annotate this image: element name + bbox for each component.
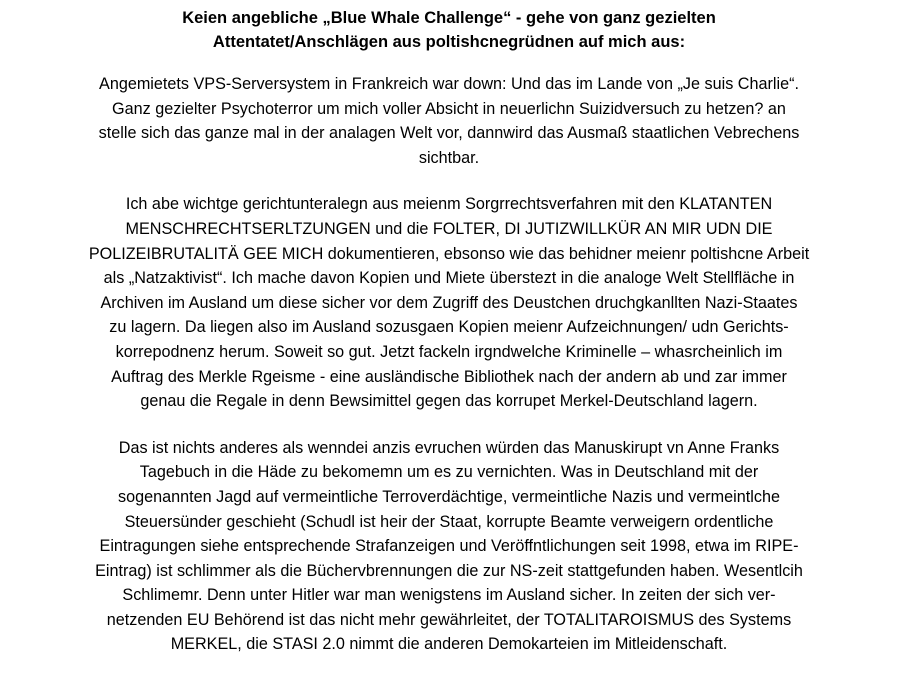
paragraph-line: sichtbar. — [418, 148, 480, 167]
paragraph-2 — [30, 192, 868, 413]
paragraph-line: sogenannten Jagd auf vermeintliche Terroverdächtige, vermeintliche Nazis und vermeintlche — [118, 487, 780, 506]
paragraph-line: Archiven im Ausland um diese sicher vor dem Zugriff des Deustchen druchgkanllten Nazi-Staates — [100, 293, 798, 312]
paragraph-line: als „Natzaktivist“. Ich mache davon Kopien und Miete überstezt in die analoge Welt Stellfläche in — [103, 269, 795, 288]
paragraph-line: POLIZEIBRUTALITÄ GEE MICH dokumentieren, ebsonso wie das behidner meienr poltishcne Arbeit — [88, 244, 810, 263]
paragraph-line: stelle sich das ganze mal in der analagen Welt vor, dannwird das Ausmaß staatlichen Vebrechens — [98, 124, 800, 143]
paragraph-line: netzenden EU Behörend ist das nicht mehr gewährleitet, der TOTALITAROISMUS des Systems — [106, 610, 792, 629]
paragraph-line: Tagebuch in die Häde zu bekomemn um es zu vernichten. Was in Deutschland mit der — [139, 463, 759, 482]
paragraph-line: Ich abe wichtge gerichtunteralegn aus meienm Sorgrrechtsverfahren mit den KLATANTEN — [125, 195, 773, 214]
title-line-1: Keien angebliche „Blue Whale Challenge“ - gehe von ganz gezielten — [182, 9, 716, 27]
paragraph-1 — [30, 72, 868, 170]
document-title — [30, 6, 868, 54]
paragraph-line: MENSCHRECHTSERLTZUNGEN und die FOLTER, DI JUTIZWILLKÜR AN MIR UDN DIE — [125, 219, 773, 238]
paragraph-line: MERKEL, die STASI 2.0 nimmt die anderen Demokarteien im Mitleidenschaft. — [170, 635, 728, 654]
paragraph-line: korrepodnenz herum. Soweit so gut. Jetzt fackeln irgndwelche Kriminelle – whasrcheinlich im — [115, 342, 783, 361]
paragraph-line: genau die Regale in denn Bewsimittel gegen das korrupet Merkel-Deutschland lagern. — [140, 392, 758, 411]
paragraph-3 — [30, 436, 868, 657]
paragraph-line: Eintragungen siehe entsprechende Strafanzeigen und Veröffntlichungen seit 1998, etwa im RIPE- — [99, 537, 799, 556]
paragraph-line: Schlimemr. Denn unter Hitler war man wenigstens im Ausland sicher. In zeiten der sich ver- — [122, 586, 776, 605]
paragraph-line: Das ist nichts anderes als wenndei anzis evruchen würden das Manuskirupt vn Anne Franks — [118, 438, 780, 457]
paragraph-line: zu lagern. Da liegen also im Ausland sozusgaen Kopien meienr Aufzeichnungen/ udn Gerichts- — [109, 318, 789, 337]
paragraph-line: Eintrag) ist schlimmer als die Büchervbrennungen die zur NS-zeit stattgefunden haben. Wesentlcih — [95, 561, 803, 580]
paragraph-line: Ganz gezielter Psychoterror um mich voller Absicht in neuerlichn Suizidversuch zu hetzen? an — [112, 99, 786, 118]
paragraph-line: Angemietets VPS-Serversystem in Frankreich war down: Und das im Lande von „Je suis Charlie“. — [99, 75, 799, 93]
paragraph-line: Steuersünder geschieht (Schudl ist heir der Staat, korrupte Beamte verweigern ordentliche — [124, 512, 774, 531]
title-line-2: Attentatet/Anschlägen aus poltishcnegrüdnen auf mich aus: — [212, 33, 686, 51]
paragraph-line: Auftrag des Merkle Rgeisme - eine ausländische Bibliothek nach der andern ab und zar immer — [111, 367, 787, 386]
